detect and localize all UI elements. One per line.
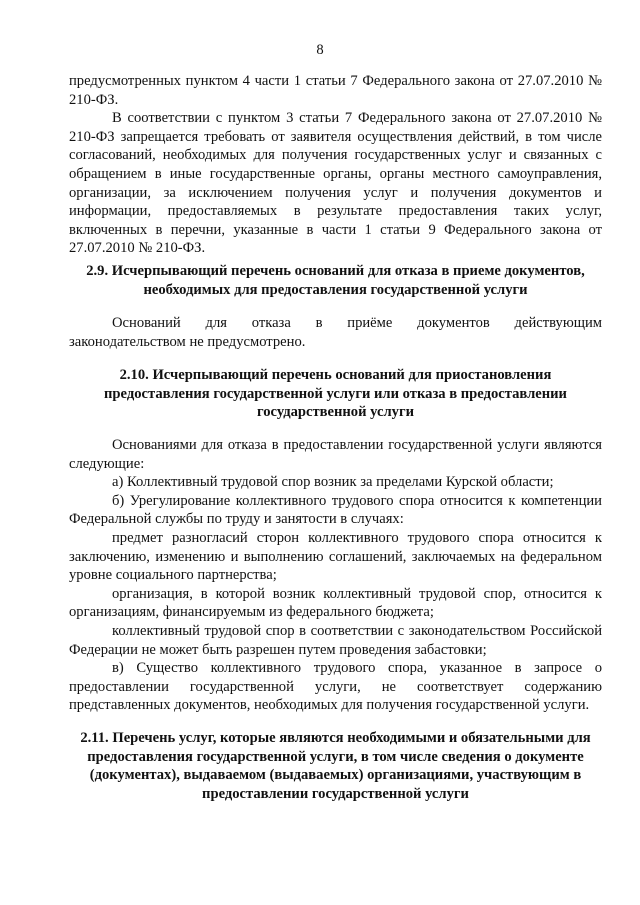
ground-a: а) Коллективный трудовой спор возник за пределами Курской области; xyxy=(112,474,554,491)
section-2-9-line-1: Оснований для отказа в приёме документов действующим xyxy=(112,315,602,331)
continuation-block xyxy=(69,72,602,258)
ground-v: в) Существо коллективного трудового спора, указанное в запросе о предоставлении государственной услуги, не соответствует содержанию представленных документов, необходимых для получения государственной услуги. xyxy=(69,660,602,714)
page-number: 8 xyxy=(316,42,324,58)
ground-b-case-3: коллективный трудовой спор в соответствии с законодательством Российской Федерации не может быть разрешен путем проведения забастовки; xyxy=(69,622,602,658)
section-2-10-body xyxy=(69,436,602,715)
section-2-9 xyxy=(69,262,602,299)
grounds-intro: Основаниями для отказа в предоставлении государственной услуги являются следующие: xyxy=(69,437,602,472)
section-2-10 xyxy=(69,366,602,422)
paragraph-prohibition: В соответствии с пунктом 3 статьи 7 Федерального закона от 27.07.2010 № 210-ФЗ запрещается требовать от заявителя осуществления действий, в том числе согласований, необходимых для получения государственных услуг и связанных с обращением в иные государственные органы, органы местного самоуправления, организации, за исключением получения услуг и получения документов и информации, предоставляемых в результате предоставления таких услуг, включенных в перечни, указанные в части 1 статьи 9 Федерального закона от 27.07.2010 № 210-ФЗ. xyxy=(69,110,602,257)
ground-b: б) Урегулирование коллективного трудового спора относится к компетенции Федеральной службы по труду и занятости в случаях: xyxy=(69,492,602,528)
section-2-9-line-2: законодательством не предусмотрено. xyxy=(69,333,306,350)
ground-b-case-2: организация, в которой возник коллективный трудовой спор, относится к организациям, финансируемым из федерального бюджета; xyxy=(69,585,602,621)
section-2-11 xyxy=(69,729,602,803)
paragraph-continuation: предусмотренных пунктом 4 части 1 статьи 7 Федерального закона от 27.07.2010 № 210-ФЗ. xyxy=(69,73,602,108)
section-2-10-heading: 2.10. Исчерпывающий перечень оснований для приостановления предоставления государственной услуги или отказа в предоставлении государственной услуги xyxy=(104,367,567,421)
section-2-9-heading: 2.9. Исчерпывающий перечень оснований для отказа в приеме документов, необходимых для предоставления государственной услуги xyxy=(86,263,585,298)
ground-b-case-1: предмет разногласий сторон коллективного трудового спора относится к заключению, изменению и выполнению соглашений, заключаемых на федеральном уровне социального партнерства; xyxy=(69,529,602,584)
section-2-9-body xyxy=(69,314,602,351)
section-2-11-heading: 2.11. Перечень услуг, которые являются необходимыми и обязательными для предоставления государственной услуги, в том числе сведения о документе (документах), выдаваемом (выдаваемых) организациями, участвующим в предоставлении государственной услуги xyxy=(80,730,591,802)
